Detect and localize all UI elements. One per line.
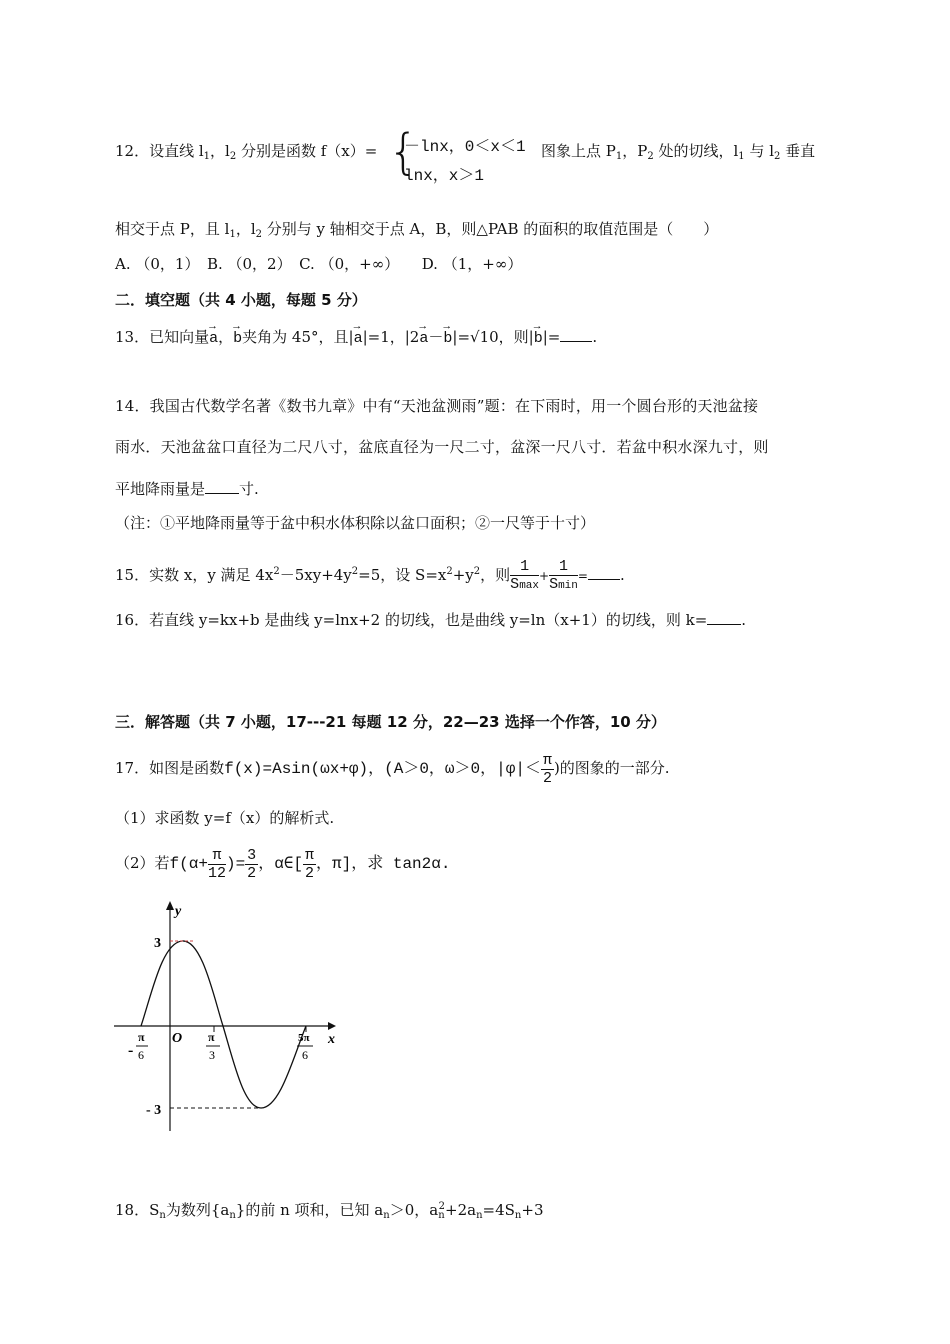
q12-options: A. （0，1） B. （0，2） C. （0，+∞） D. （1，+∞） <box>115 255 523 273</box>
q15-text: = <box>577 569 588 583</box>
q15-sup: 2 <box>473 566 481 577</box>
q12-piece1: －lnx，0＜x＜1 <box>404 138 526 156</box>
fraction-den-s: S <box>510 575 520 593</box>
answer-blank <box>588 565 620 580</box>
q14-line3 <box>115 479 259 499</box>
q12-text: 垂直 <box>780 142 816 160</box>
q12-sub: 2 <box>647 151 654 162</box>
vector-b: → b <box>534 329 543 349</box>
fraction-pi-over-12 <box>208 847 226 882</box>
q15-text: －5xy+4y <box>279 566 352 584</box>
q13-text: |=1，|2 <box>362 328 420 346</box>
q15 <box>115 552 625 596</box>
fraction-den-s: S <box>549 575 559 593</box>
q18-text: +2a <box>445 1201 477 1219</box>
q17-formula: ，π]，求 tan2α. <box>316 855 451 873</box>
y-axis-label: y <box>175 904 182 919</box>
fraction-den: 2 <box>542 769 552 787</box>
q15-sup: 2 <box>351 566 359 577</box>
q12-line1-tail <box>541 141 815 167</box>
answer-blank <box>707 610 741 625</box>
q18 <box>115 1197 544 1226</box>
q12-text: 12．设直线 l <box>115 142 204 160</box>
x1-den: 6 <box>138 1048 144 1062</box>
sine-graph <box>110 898 370 1148</box>
fraction-1-over-smax <box>510 558 539 595</box>
x-axis-label: x <box>328 1032 335 1047</box>
vector-a: → a <box>354 329 363 349</box>
q12-text: ，P <box>622 142 648 160</box>
vector-b: → b <box>443 329 452 349</box>
q12-sub: 2 <box>774 151 781 162</box>
x3-den: 6 <box>302 1048 308 1062</box>
fraction-num: 3 <box>247 846 257 864</box>
fraction-den-sub: max <box>519 579 539 592</box>
q13-text: － <box>428 328 444 346</box>
q12-sub: 1 <box>229 229 236 240</box>
fraction-den <box>549 576 578 595</box>
x3-num: 5π <box>298 1032 310 1044</box>
y-axis-arrow <box>166 901 174 910</box>
vector-a: → a <box>419 329 428 349</box>
q14-text: 平地降雨量是 <box>115 480 206 498</box>
piecewise-brace: { <box>388 124 419 180</box>
x-axis-arrow <box>328 1022 336 1030</box>
q15-text: . <box>619 566 625 584</box>
q13-text: . <box>592 328 598 346</box>
q17-part1: （1）求函数 y=f（x）的解析式. <box>115 809 335 827</box>
q18-text: +3 <box>521 1201 544 1219</box>
y-min-label: - 3 <box>146 1103 162 1118</box>
x2-den: 3 <box>209 1048 215 1062</box>
q16-text: . <box>741 611 747 629</box>
q12-sub: 1 <box>615 151 623 162</box>
q12-line1 <box>115 141 377 167</box>
q17-formula: ，α∈[ <box>258 855 304 873</box>
q17-text: )的图象的一部分. <box>553 759 670 777</box>
q12-sub: 2 <box>229 151 237 162</box>
fraction-pi-over-2 <box>541 752 554 787</box>
q13-text: ， <box>218 328 234 346</box>
fraction-pi-over-2 <box>303 847 316 882</box>
q13-text: 13．已知向量 <box>115 328 210 346</box>
q12-text: 相交于点 P，且 l <box>115 220 230 238</box>
fraction-num: π <box>208 847 226 865</box>
fraction-den: 12 <box>207 864 226 882</box>
q12-text: 图象上点 P <box>541 142 616 160</box>
q17-text: （2）若 <box>115 854 170 872</box>
x1-sign: - <box>128 1042 134 1059</box>
q17-part2 <box>115 843 450 884</box>
q18-text: 为数列{a <box>165 1201 230 1219</box>
q13-text: 夹角为 45°，且| <box>242 328 354 346</box>
q17-formula: f(α+ <box>169 855 208 873</box>
fraction-num: π <box>542 751 552 769</box>
section-3-heading: 三．解答题（共 7 小题，17---21 每题 12 分，22—23 选择一个作答，10 分） <box>115 713 666 731</box>
fraction-1-over-smin <box>549 558 578 595</box>
q18-text: ＞0，a <box>389 1201 439 1219</box>
q15-text: ，则 <box>480 566 511 584</box>
fraction-3-over-2 <box>245 847 258 882</box>
vector-b: → b <box>233 329 242 349</box>
q12-text: ，l <box>235 220 256 238</box>
q13-text: |=√10，则| <box>452 328 534 346</box>
answer-blank <box>560 327 592 342</box>
q15-sup: 2 <box>446 566 453 577</box>
q12-text: 分别是函数 f（x）= <box>236 142 378 160</box>
q18-sub: n <box>438 1210 445 1221</box>
q14-text: 寸. <box>239 480 259 498</box>
q18-sub: n <box>229 1210 236 1221</box>
fraction-den <box>510 576 539 595</box>
fraction-num: π <box>305 846 315 864</box>
x1-num: π <box>138 1030 145 1044</box>
q16-text: 16．若直线 y=kx+b 是曲线 y=lnx+2 的切线，也是曲线 y=ln（x+1）的切线，则 k= <box>115 611 708 629</box>
q14-line1: 14．我国古代数学名著《数书九章》中有“天池盆测雨”题：在下雨时，用一个圆台形的天池盆接 <box>115 397 759 415</box>
q18-sub: n <box>159 1210 166 1221</box>
q12-text: 分别与 y 轴相交于点 A，B，则△PAB 的面积的取值范围是（ ） <box>262 220 719 238</box>
q12-text: 与 l <box>744 142 775 160</box>
q18-sup: 2 <box>438 1201 446 1212</box>
origin-label: O <box>172 1031 183 1046</box>
q16 <box>115 610 746 630</box>
q17-text: 17．如图是函数 <box>115 759 225 777</box>
q13-text: |= <box>542 328 561 346</box>
q15-sup: 2 <box>273 566 280 577</box>
section-2-heading: 二．填空题（共 4 小题，每题 5 分） <box>115 291 367 309</box>
q18-sub: n <box>383 1210 390 1221</box>
q18-text: 18．S <box>115 1201 160 1219</box>
q12-text: ，l <box>210 142 230 160</box>
q15-text: + <box>539 569 550 583</box>
vector-a: → a <box>209 329 218 349</box>
fraction-den-sub: min <box>558 579 578 592</box>
q15-text: =5，设 S=x <box>358 566 447 584</box>
q18-text: =4S <box>482 1201 515 1219</box>
q17-formula: )= <box>225 855 246 873</box>
fraction-num: 1 <box>549 558 578 576</box>
q12-line2 <box>115 219 718 245</box>
q17-stem <box>115 748 670 789</box>
fraction-den: 2 <box>305 864 315 882</box>
q15-text: +y <box>452 566 474 584</box>
q12-sub: 1 <box>203 151 211 162</box>
x2-num: π <box>208 1030 215 1044</box>
q15-text: 15．实数 x，y 满足 4x <box>115 566 274 584</box>
fraction-den: 2 <box>247 864 257 882</box>
q14-line2: 雨水．天池盆盆口直径为二尺八寸，盆底直径为一尺二寸，盆深一尺八寸．若盆中积水深九寸，则 <box>115 438 769 456</box>
q12-sub: 2 <box>255 229 262 240</box>
q12-sub: 1 <box>738 151 745 162</box>
q18-text: }的前 n 项和，已知 a <box>235 1201 384 1219</box>
q13 <box>115 327 597 349</box>
q17-formula: f(x)=Asin(ωx+φ)，(A＞0，ω＞0，|φ|＜ <box>224 760 541 778</box>
sine-curve <box>141 941 306 1108</box>
y-max-label: 3 <box>154 936 161 951</box>
fraction-num: 1 <box>510 558 539 576</box>
q18-sub: n <box>476 1210 483 1221</box>
q12-text: 处的切线，l <box>653 142 739 160</box>
q14-note: （注：①平地降雨量等于盆中积水体积除以盆口面积；②一尺等于十寸） <box>115 514 596 532</box>
answer-blank <box>205 479 239 494</box>
q18-sub: n <box>514 1210 522 1221</box>
q12-piece2: lnx，x＞1 <box>404 167 485 185</box>
